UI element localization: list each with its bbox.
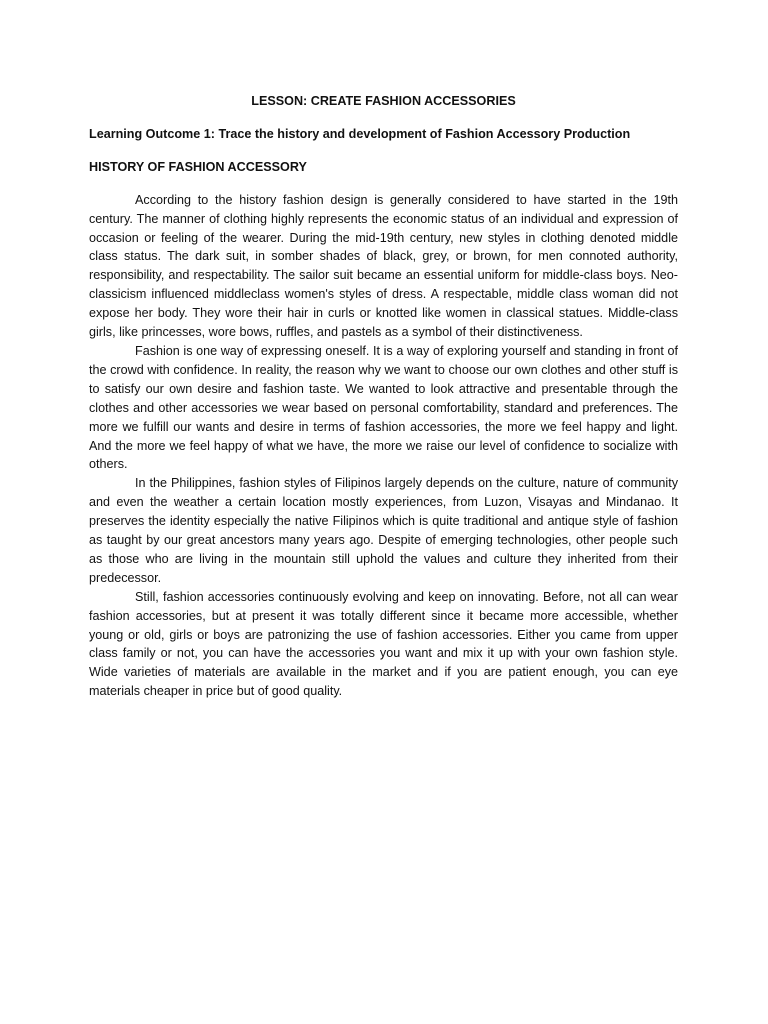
- learning-outcome: Learning Outcome 1: Trace the history and development of Fashion Accessory Production: [89, 126, 631, 141]
- section-heading: HISTORY OF FASHION ACCESSORY: [89, 159, 307, 174]
- paragraph-evolving: Still, fashion accessories continuously evolving and keep on innovating. Before, not all can wear fashion accessories, but at present it was totally different since it became more accessible, whether young or old, girls or boys are patronizing the use of fashion accessories. Either you came from upper class family or not, you can have the accessories you want and mix it up with your own fashion style. Wide varieties of materials are available in the market and if you are patient enough, you can eye materials cheaper in price but of good quality.: [89, 589, 678, 699]
- document-page: [89, 92, 678, 701]
- lesson-title: LESSON: CREATE FASHION ACCESSORIES: [251, 94, 516, 108]
- paragraph-history: According to the history fashion design is generally considered to have started in the 19th century. The manner of clothing highly represents the economic status of an individual and expression of occasion or feeling of the wearer. During the mid-19th century, new styles in clothing denoted middle class status. The dark suit, in somber shades of black, grey, or brown, for men connoted authority, responsibility, and respectability. The sailor suit became an essential uniform for middle-class boys. Neo-classicism influenced middleclass women's styles of dress. A respectable, middle class woman did not expose her body. They wore their hair in curls or knotted like women in classical statues. Middle-class girls, like princesses, wore bows, ruffles, and pastels as a symbol of their distinctiveness.: [89, 192, 678, 340]
- paragraph-philippines: In the Philippines, fashion styles of Filipinos largely depends on the culture, nature of community and even the weather a certain location mostly experiences, from Luzon, Visayas and Mindanao. It preserves the identity especially the native Filipinos which is quite traditional and antique style of fashion as taught by our great ancestors many years ago. Despite of emerging technologies, other people such as those who are living in the mountain still uphold the values and culture they inherited from their predecessor.: [89, 476, 678, 585]
- paragraph-expression: Fashion is one way of expressing oneself. It is a way of exploring yourself and standing in front of the crowd with confidence. In reality, the reason why we want to choose our own clothes and other stuff is to satisfy our own desire and fashion taste. We wanted to look attractive and presentable through the clothes and other accessories we wear based on personal comfortability, standard and preferences. The more we fulfill our wants and desire in terms of fashion accessories, the more we feel happy and light. And the more we feel happy of what we have, the more we raise our level of confidence to socialize with others.: [89, 343, 678, 472]
